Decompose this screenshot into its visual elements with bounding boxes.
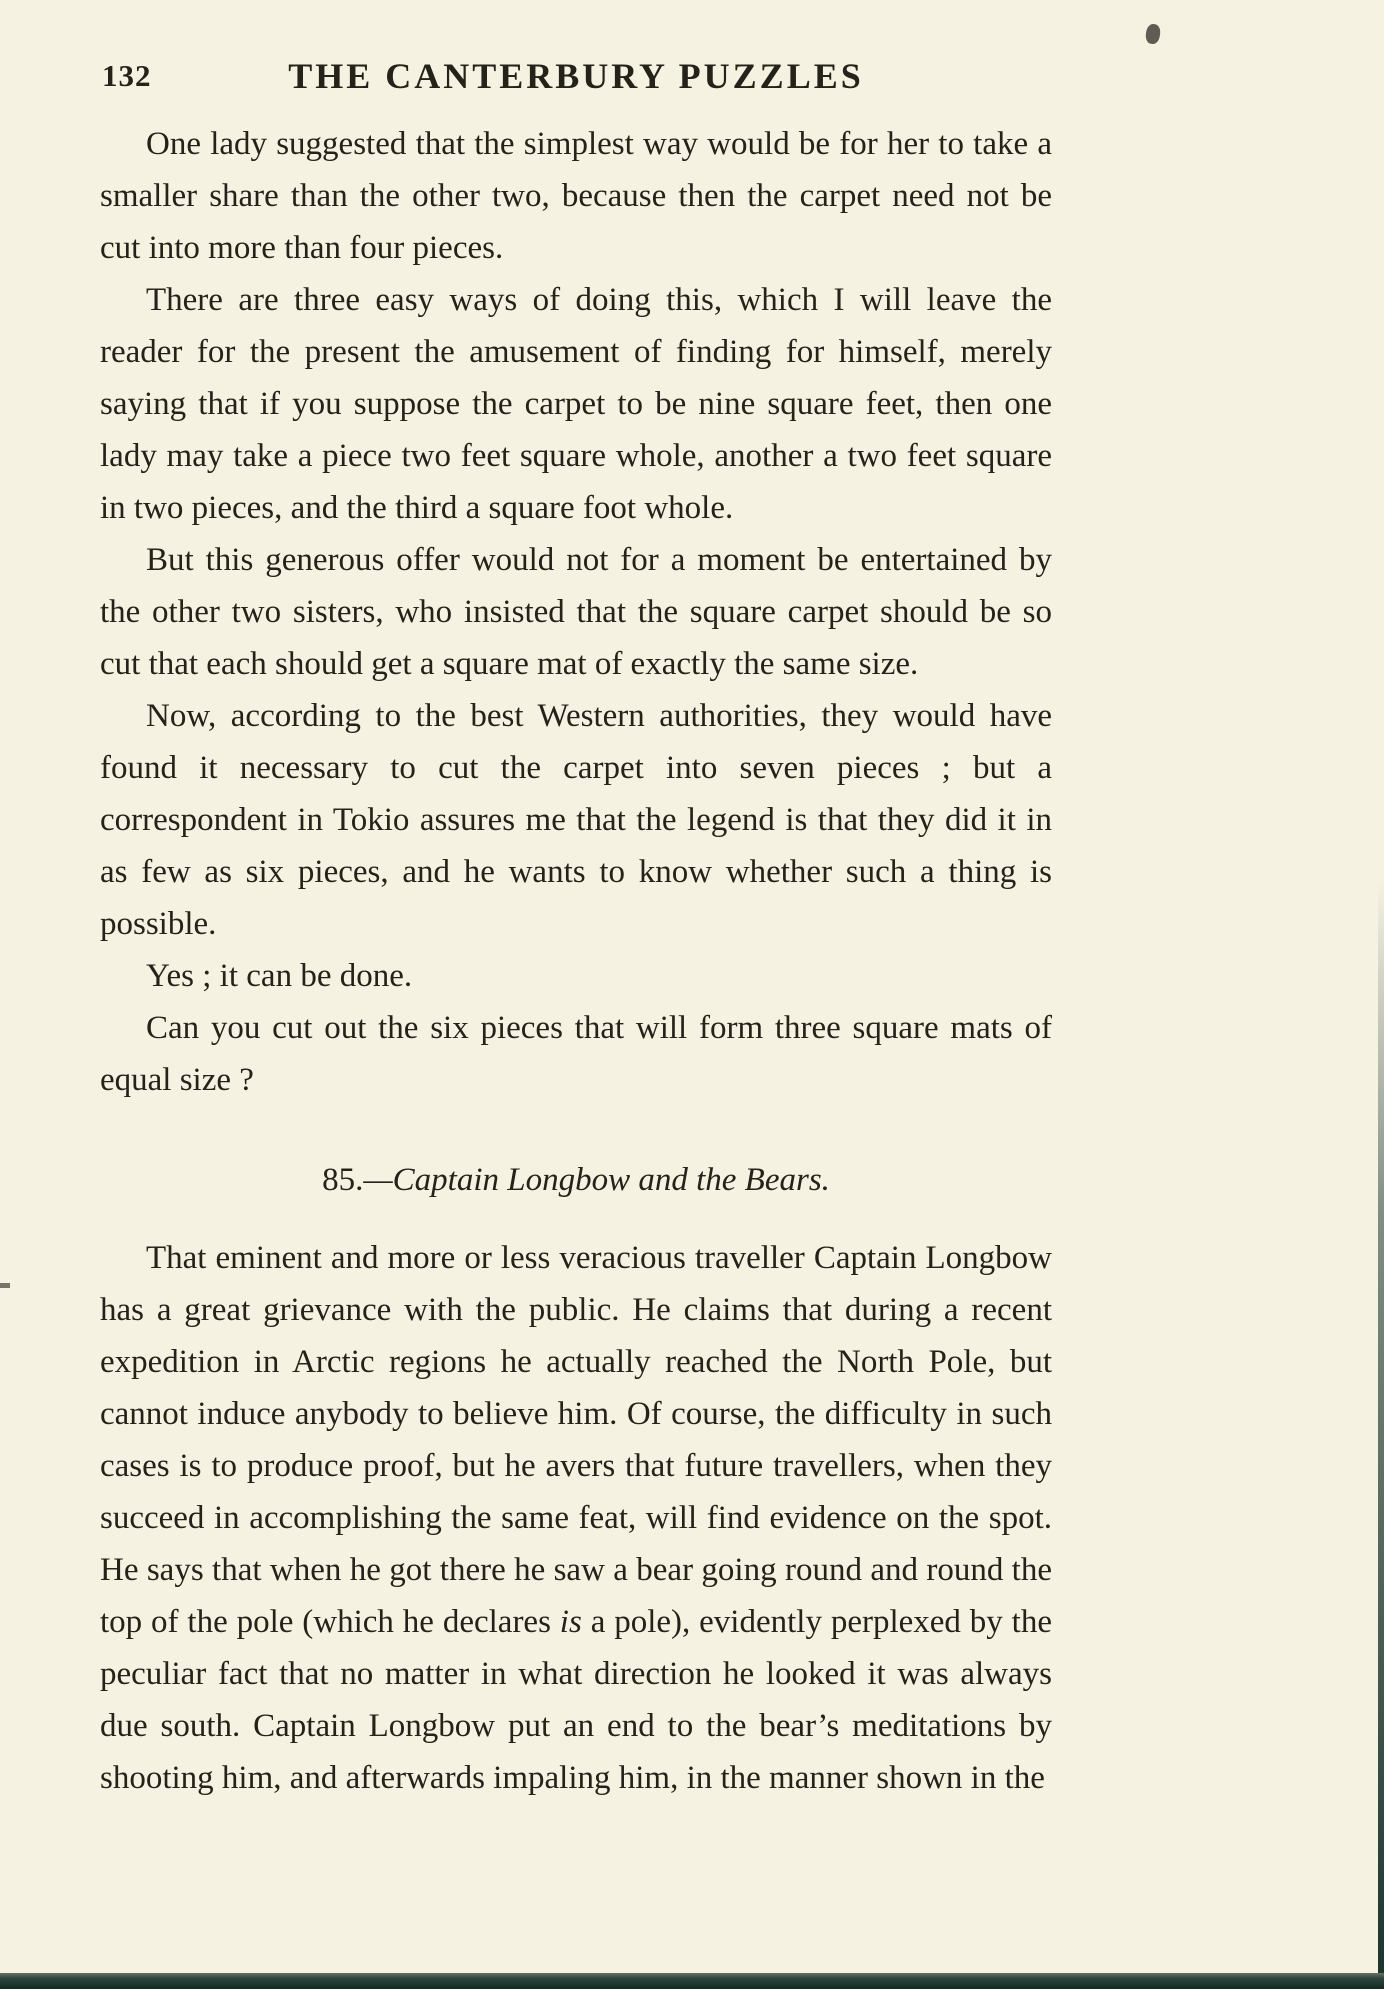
page-header xyxy=(100,50,1052,102)
section-heading-title: —Captain Longbow and the Bears. xyxy=(363,1162,830,1198)
paragraph-carpet-4: Now, according to the best Western authorities, they would have found it necessary to cut the carpet into seven pieces ; but a correspondent in Tokio assures me that the legend is that they did it in as few as six pieces, and he wants to know whether such a thing is possible. xyxy=(100,698,1052,942)
paragraph-carpet-2: There are three easy ways of doing this, which I will leave the reader for the present the amusement of finding for himself, merely saying that if you suppose the carpet to be nine square feet, then one lady may take a piece two feet square whole, another a two feet square in two pieces, and the third a square foot whole. xyxy=(100,282,1052,526)
body-text xyxy=(100,118,1052,1804)
scan-artifact-right-edge xyxy=(1378,880,1384,1989)
paragraph-longbow-1 xyxy=(100,1232,1052,1804)
paragraph-carpet-answer: Yes ; it can be done. xyxy=(146,958,413,994)
paragraph-longbow-1-part2: a pole), evidently perplexed by the peculiar fact that no matter in what direction he looked it was always due south. Captain Longbow put an end to the bear’s meditations by shooting him, and afterwards impaling him, in the manner shown in the xyxy=(100,1604,1052,1796)
paragraph-longbow-1-italic: is xyxy=(559,1604,582,1640)
paragraph-longbow-1-part1: That eminent and more or less veracious traveller Captain Longbow has a great grievance with the public. He claims that during a recent expedition in Arctic regions he actually reached the North Pole, but cannot induce anybody to believe him. Of course, the difficulty in such cases is to produce proof, but he avers that future travellers, when they succeed in accomplishing the same feat, will find evidence on the spot. He says that when he got there he saw a bear going round and round the top of the pole (which he declares xyxy=(100,1240,1052,1640)
page-content xyxy=(100,50,1052,1804)
scan-artifact-left-edge xyxy=(0,1283,10,1288)
paragraph-carpet-1: One lady suggested that the simplest way would be for her to take a smaller share than the other two, because then the carpet need not be cut into more than four pieces. xyxy=(100,126,1052,266)
scan-artifact-bottom-edge xyxy=(0,1973,1384,1989)
scan-artifact-top-right xyxy=(1145,23,1162,45)
section-heading-number: 85. xyxy=(322,1162,364,1198)
running-title: THE CANTERBURY PUZZLES xyxy=(288,56,864,96)
page-number: 132 xyxy=(102,58,152,93)
paragraph-carpet-3: But this generous offer would not for a moment be entertained by the other two sisters, who insisted that the square carpet should be so cut that each should get a square mat of exactly the same size. xyxy=(100,542,1052,682)
section-heading-85 xyxy=(100,1154,1052,1206)
paragraph-carpet-question: Can you cut out the six pieces that will form three square mats of equal size ? xyxy=(100,1010,1052,1098)
